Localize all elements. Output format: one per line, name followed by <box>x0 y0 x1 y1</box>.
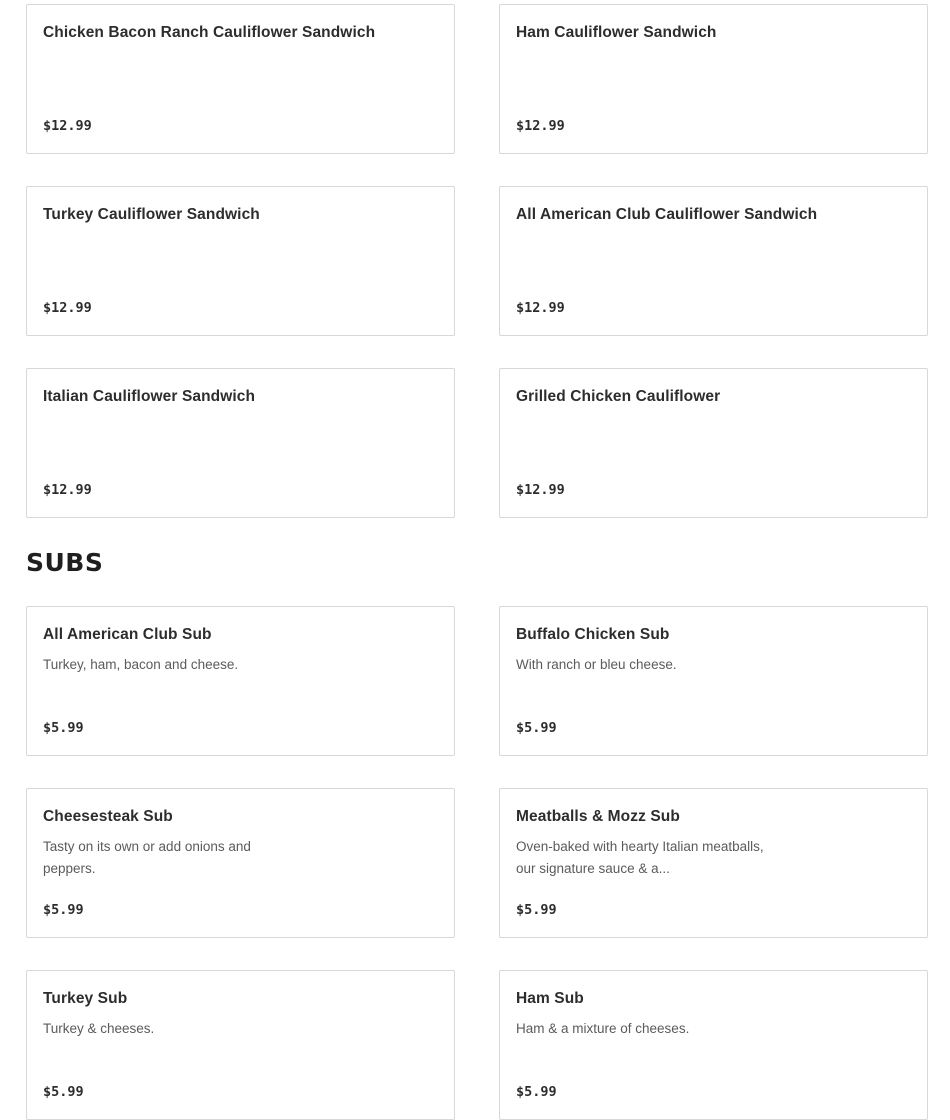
item-description: Tasty on its own or add onions and peppers. <box>43 839 251 876</box>
item-name: Italian Cauliflower Sandwich <box>43 388 256 405</box>
menu-item-card[interactable] <box>499 788 928 938</box>
menu-item-card[interactable] <box>26 788 455 938</box>
item-name: Turkey Cauliflower Sandwich <box>43 206 260 223</box>
item-price: $12.99 <box>43 482 92 498</box>
item-description: With ranch or bleu cheese. <box>516 657 677 672</box>
item-name: All American Club Sub <box>43 626 212 643</box>
menu-item-card[interactable] <box>26 368 455 518</box>
item-price: $5.99 <box>516 1084 557 1100</box>
menu-item-card[interactable] <box>499 186 928 336</box>
menu-item-card[interactable] <box>499 606 928 756</box>
section-title-subs: SUBS <box>26 548 104 577</box>
item-price: $12.99 <box>516 300 565 316</box>
menu-item-card[interactable] <box>26 606 455 756</box>
item-name: Meatballs & Mozz Sub <box>516 808 680 825</box>
item-name: Buffalo Chicken Sub <box>516 626 670 643</box>
menu-item-card[interactable] <box>26 970 455 1120</box>
menu-item-card[interactable] <box>499 970 928 1120</box>
subs-item-grid <box>26 606 928 1120</box>
item-price: $12.99 <box>43 300 92 316</box>
item-description: Turkey, ham, bacon and cheese. <box>43 657 239 672</box>
item-name: Ham Cauliflower Sandwich <box>516 24 717 41</box>
item-name: Ham Sub <box>516 990 584 1007</box>
item-name: Cheesesteak Sub <box>43 808 173 825</box>
menu-item-card[interactable] <box>499 4 928 154</box>
item-price: $5.99 <box>43 720 84 736</box>
item-price: $5.99 <box>516 902 557 918</box>
menu-item-card[interactable] <box>26 186 455 336</box>
item-price: $12.99 <box>516 482 565 498</box>
item-description: Turkey & cheeses. <box>43 1021 155 1036</box>
item-description: Ham & a mixture of cheeses. <box>516 1021 690 1036</box>
menu-item-card[interactable] <box>499 368 928 518</box>
item-price: $12.99 <box>516 118 565 134</box>
item-name: Turkey Sub <box>43 990 128 1007</box>
item-name: Chicken Bacon Ranch Cauliflower Sandwich <box>43 24 376 41</box>
item-description: Oven-baked with hearty Italian meatballs, our signature sauce & a... <box>516 839 764 876</box>
item-price: $12.99 <box>43 118 92 134</box>
menu-item-grid <box>26 4 928 518</box>
item-name: Grilled Chicken Cauliflower <box>516 388 721 405</box>
item-price: $5.99 <box>516 720 557 736</box>
menu-item-card[interactable] <box>26 4 455 154</box>
item-price: $5.99 <box>43 1084 84 1100</box>
item-price: $5.99 <box>43 902 84 918</box>
item-name: All American Club Cauliflower Sandwich <box>516 206 818 223</box>
